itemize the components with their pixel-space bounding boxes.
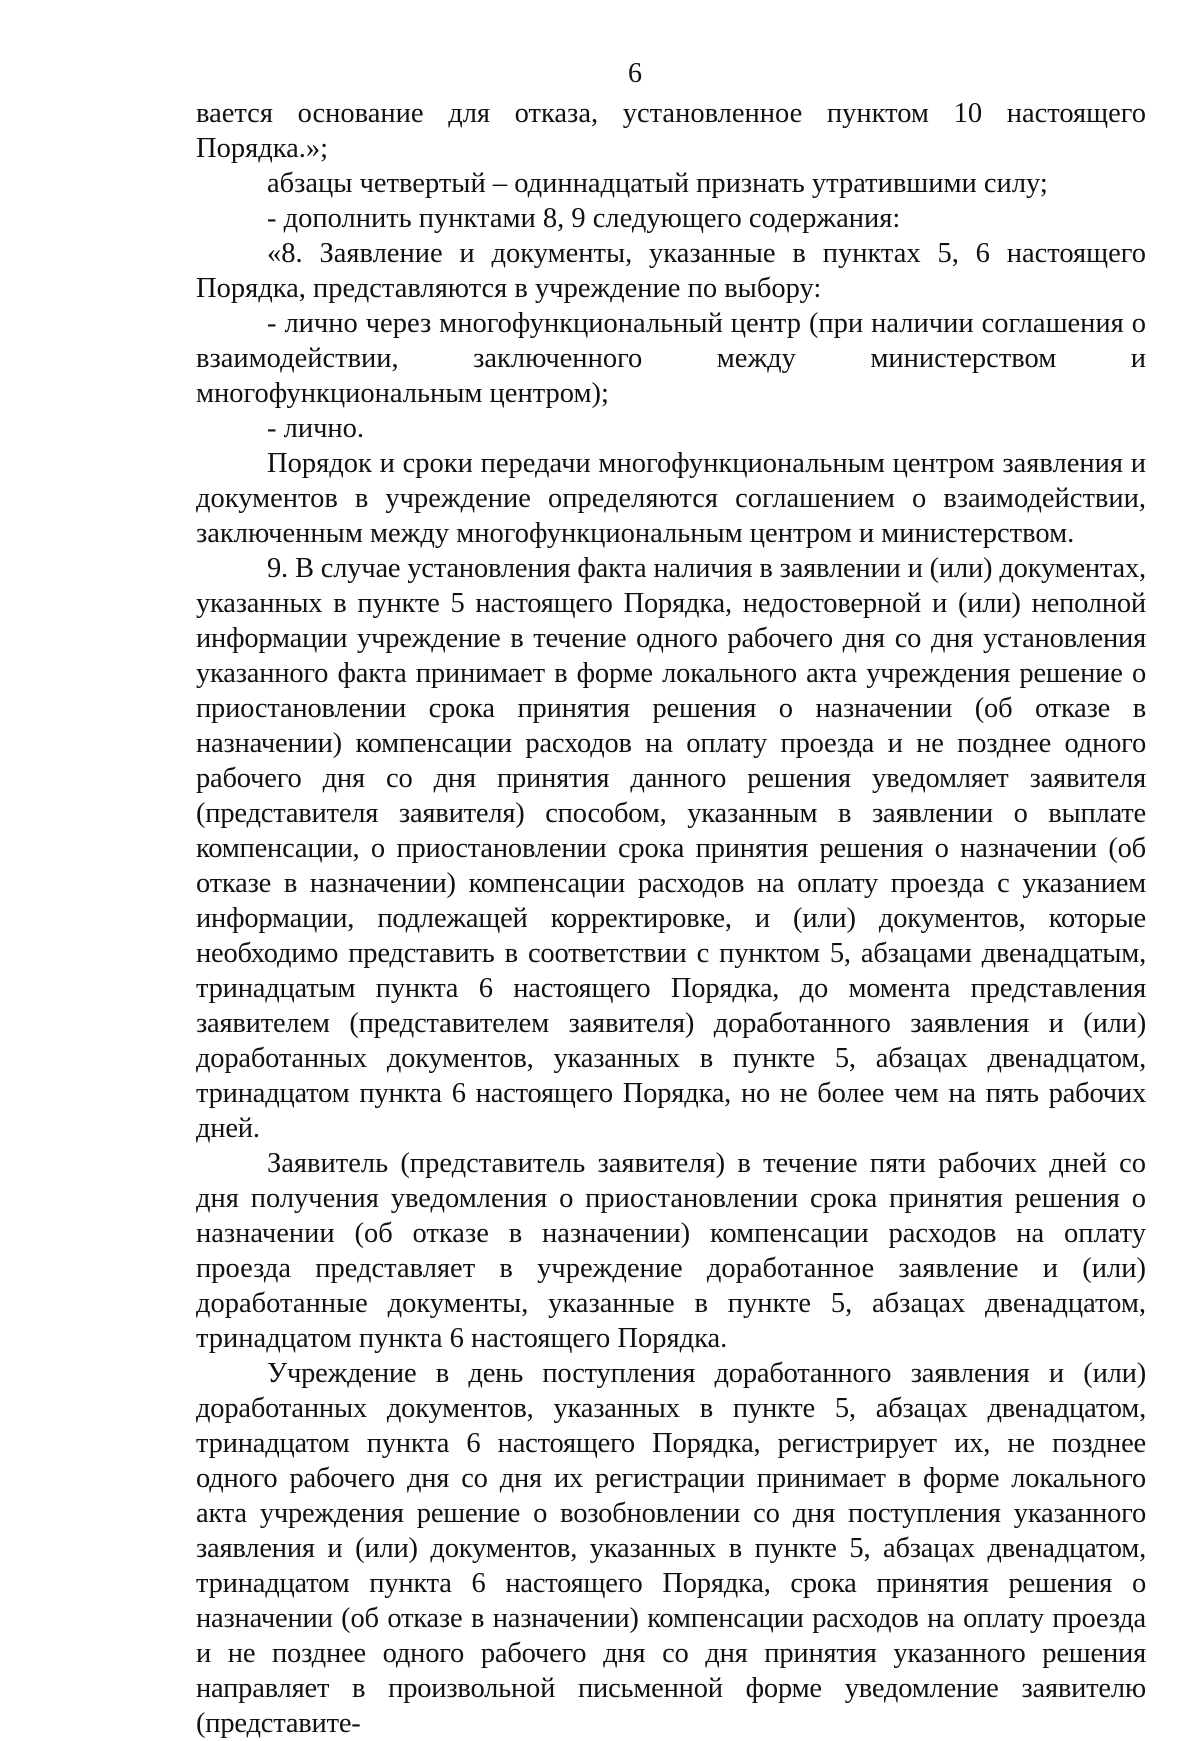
paragraph-option-personal: - лично. (267, 413, 365, 444)
page-number: 6 (628, 58, 642, 89)
paragraph-transfer-order: Порядок и сроки передачи многофункциональным центром заявления и документов в учреждение определяются соглашением о взаимодействии, заключенным между многофункциональным центром и министерством. (196, 448, 1146, 549)
paragraph-item-8: «8. Заявление и документы, указанные в пунктах 5, 6 настоящего Порядка, представляются в учреждение по выбору: (196, 238, 1146, 304)
paragraph-applicant-revision: Заявитель (представитель заявителя) в течение пяти рабочих дней со дня получения уведомления о приостановлении срока принятия решения о назначении (об отказе в назначении) компенсации расходов на оплату проезда представляет в учреждение доработанное заявление и (или) доработанные документы, указанные в пункте 5, абзацах двенадцатом, тринадцатом пункта 6 настоящего Порядка. (196, 1148, 1146, 1354)
paragraph-continuation: вается основание для отказа, установленное пунктом 10 настоящего Порядка.»; (196, 98, 1146, 164)
document-body (196, 96, 1146, 1741)
paragraph-option-mfc: - лично через многофункциональный центр (при наличии соглашения о взаимодействии, заключенного между министерством и многофункциональным центром); (196, 308, 1146, 409)
paragraph-item-9: 9. В случае установления факта наличия в заявлении и (или) документах, указанных в пункте 5 настоящего Порядка, недостоверной и (или) неполной информации учреждение в течение одного рабочего дня со дня установления указанного факта принимает в форме локального акта учреждения решение о приостановлении срока принятия решения о назначении (об отказе в назначении) компенсации расходов на оплату проезда и не позднее одного рабочего дня со дня принятия данного решения уведомляет заявителя (представителя заявителя) способом, указанным в заявлении о выплате компенсации, о приостановлении срока принятия решения о назначении (об отказе в назначении) компенсации расходов на оплату проезда с указанием информации, подлежащей корректировке, и (или) документов, которые необходимо представить в соответствии с пунктом 5, абзацами двенадцатым, тринадцатым пункта 6 настоящего Порядка, до момента представления заявителем (представителем заявителя) доработанного заявления и (или) доработанных документов, указанных в пункте 5, абзацах двенадцатом, тринадцатом пункта 6 настоящего Порядка, но не более чем на пять рабочих дней. (196, 553, 1146, 1144)
paragraph-amend-intro: - дополнить пунктами 8, 9 следующего содержания: (267, 203, 901, 234)
paragraph-repeal: абзацы четвертый – одиннадцатый признать утратившими силу; (267, 168, 1048, 199)
paragraph-institution-resume: Учреждение в день поступления доработанного заявления и (или) доработанных документов, указанных в пункте 5, абзацах двенадцатом, тринадцатом пункта 6 настоящего Порядка, регистрирует их, не позднее одного рабочего дня со дня их регистрации принимает в форме локального акта учреждения решение о возобновлении со дня поступления указанного заявления и (или) документов, указанных в пункте 5, абзацах двенадцатом, тринадцатом пункта 6 настоящего Порядка, срока принятия решения о назначении (об отказе в назначении) компенсации расходов на оплату проезда и не позднее одного рабочего дня со дня принятия указанного решения направляет в произвольной письменной форме уведомление заявителю (представите- (196, 1358, 1146, 1739)
